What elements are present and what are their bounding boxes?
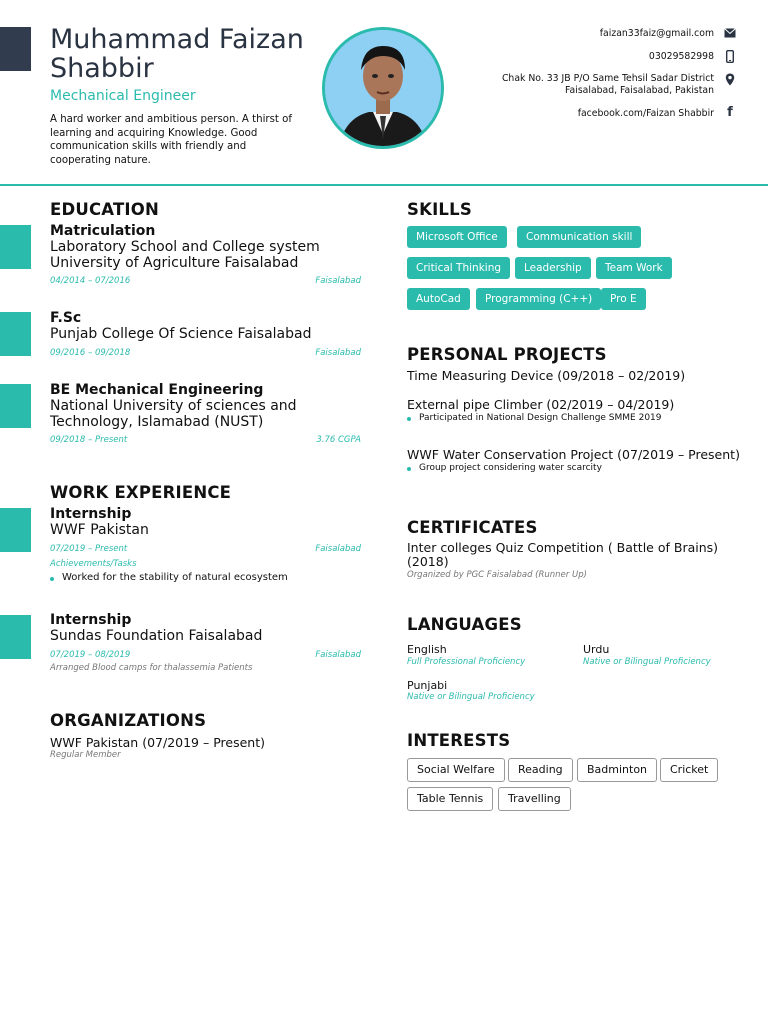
location-pin-icon (724, 73, 736, 85)
interest-tag: Badminton (577, 758, 657, 782)
work-task-1: Worked for the stability of natural ecosystem (50, 572, 288, 583)
language-name-3: Punjabi (407, 679, 448, 692)
language-name-2: Urdu (583, 643, 610, 656)
skill-tag: Microsoft Office (407, 226, 507, 248)
interest-tag: Cricket (660, 758, 718, 782)
education-school-3: National University of sciences and Technology, Islamabad (NUST) (50, 398, 297, 430)
language-name-1: English (407, 643, 447, 656)
work-marker-2 (0, 615, 31, 659)
contact-email[interactable]: faizan33faiz@gmail.com (599, 28, 714, 39)
education-marker-1 (0, 225, 31, 269)
address-line-2: Faisalabad, Faisalabad, Pakistan (565, 85, 714, 96)
skill-tag: AutoCad (407, 288, 470, 310)
education-school-1: Laboratory School and College system University of Agriculture Faisalabad (50, 239, 320, 271)
language-level-3: Native or Bilingual Proficiency (407, 692, 535, 702)
job-title: Mechanical Engineer (50, 88, 196, 104)
project-name-1: Time Measuring Device (09/2018 – 02/2019) (407, 368, 686, 383)
organizations-heading: ORGANIZATIONS (50, 711, 207, 730)
work-tasks-label-1: Achievements/Tasks (50, 559, 137, 569)
organization-role: Regular Member (50, 750, 121, 760)
education-heading: EDUCATION (50, 200, 159, 219)
skill-tag: Leadership (515, 257, 591, 279)
facebook-icon: f (727, 105, 733, 120)
languages-heading: LANGUAGES (407, 615, 522, 634)
interests-heading: INTERESTS (407, 731, 511, 750)
project-detail-3: Group project considering water scarcity (407, 463, 602, 473)
phone-icon (724, 50, 736, 62)
project-name-3: WWF Water Conservation Project (07/2019 – Present) (407, 447, 740, 462)
interest-tag: Table Tennis (407, 787, 493, 811)
education-marker-3 (0, 384, 31, 428)
certificate-name: Inter colleges Quiz Competition ( Battle of Brains) (2018) (407, 540, 719, 569)
interest-tag: Travelling (498, 787, 571, 811)
language-level-2: Native or Bilingual Proficiency (583, 657, 711, 667)
contact-address (502, 73, 714, 97)
skill-tag: Team Work (596, 257, 672, 279)
work-dates-1: 07/2019 – Present (50, 544, 128, 554)
candidate-name: Muhammad Faizan Shabbir (50, 24, 304, 84)
skill-tag: Programming (C++) (476, 288, 601, 310)
work-org-1: WWF Pakistan (50, 522, 149, 538)
skill-tag: Communication skill (517, 226, 641, 248)
education-degree-3: BE Mechanical Engineering (50, 382, 264, 398)
education-dates-1: 04/2014 – 07/2016 (50, 276, 131, 286)
profile-photo (322, 27, 444, 149)
interest-tag: Reading (508, 758, 573, 782)
skill-tag: Pro E (601, 288, 646, 310)
skill-tag: Critical Thinking (407, 257, 510, 279)
work-location-2: Faisalabad (315, 650, 361, 660)
projects-heading: PERSONAL PROJECTS (407, 345, 607, 364)
header-accent-block (0, 27, 31, 71)
portrait-illustration (325, 30, 441, 146)
work-location-1: Faisalabad (315, 544, 361, 554)
education-marker-2 (0, 312, 31, 356)
education-dates-2: 09/2016 – 09/2018 (50, 348, 131, 358)
education-school-2: Punjab College Of Science Faisalabad (50, 326, 312, 342)
project-detail-2: Participated in National Design Challenge SMME 2019 (407, 413, 662, 423)
address-line-1: Chak No. 33 JB P/O Same Tehsil Sadar District (501, 73, 714, 84)
work-org-2: Sundas Foundation Faisalabad (50, 628, 263, 644)
education-gpa-3: 3.76 CGPA (316, 435, 361, 445)
project-name-2: External pipe Climber (02/2019 – 04/2019) (407, 397, 675, 412)
skills-heading: SKILLS (407, 200, 472, 219)
education-dates-3: 09/2018 – Present (50, 435, 128, 445)
certificates-heading: CERTIFICATES (407, 518, 538, 537)
organization-name: WWF Pakistan (07/2019 – Present) (50, 735, 265, 750)
certificate-org: Organized by PGC Faisalabad (Runner Up) (407, 570, 587, 580)
education-degree-2: F.Sc (50, 310, 82, 326)
contact-facebook[interactable]: facebook.com/Faizan Shabbir (577, 108, 714, 119)
work-dates-2: 07/2019 – 08/2019 (50, 650, 131, 660)
work-marker-1 (0, 508, 31, 552)
education-location-2: Faisalabad (315, 348, 361, 358)
email-icon (724, 28, 736, 40)
education-degree-1: Matriculation (50, 223, 156, 239)
education-location-1: Faisalabad (315, 276, 361, 286)
language-level-1: Full Professional Proficiency (407, 657, 526, 667)
work-heading: WORK EXPERIENCE (50, 483, 232, 502)
work-note-2: Arranged Blood camps for thalassemia Patients (50, 663, 253, 673)
contact-phone[interactable]: 03029582998 (648, 51, 714, 62)
interest-tag: Social Welfare (407, 758, 505, 782)
profile-summary: A hard worker and ambitious person. A thirst of learning and acquiring Knowledge. Good communication skills with friendly and cooperating nature. (50, 114, 292, 166)
work-position-2: Internship (50, 612, 132, 628)
work-position-1: Internship (50, 506, 132, 522)
header-divider (0, 184, 768, 186)
